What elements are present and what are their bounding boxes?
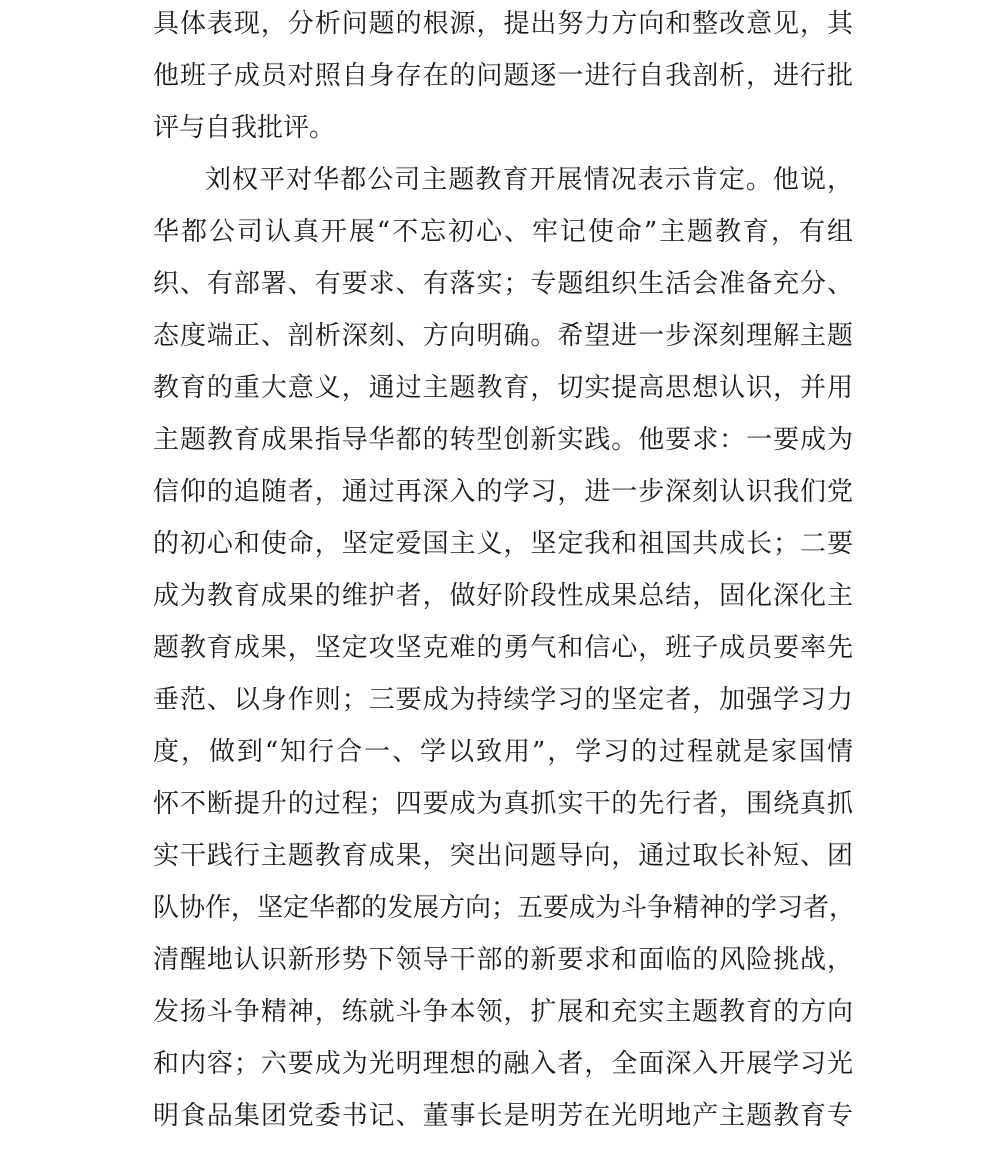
text-line-17: 实干践行主题教育成果，突出问题导向，通过取长补短、团: [153, 841, 853, 871]
text-line-18: 队协作，坚定华都的发展方向；五要成为斗争精神的学习者，: [153, 893, 856, 923]
text-line-4: 刘权平对华都公司主题教育开展情况表示肯定。他说，: [205, 165, 853, 195]
text-line-7: 态度端正、剖析深刻、方向明确。希望进一步深刻理解主题: [153, 321, 853, 351]
text-line-1: 具体表现，分析问题的根源，提出努力方向和整改意见，其: [153, 9, 853, 39]
text-line-2: 他班子成员对照自身存在的问题逐一进行自我剖析，进行批: [153, 61, 853, 91]
text-line-22: 明食品集团党委书记、董事长是明芳在光明地产主题教育专: [153, 1101, 853, 1131]
text-line-8: 教育的重大意义，通过主题教育，切实提高思想认识，并用: [153, 373, 853, 403]
text-line-16: 怀不断提升的过程；四要成为真抓实干的先行者，围绕真抓: [153, 789, 853, 819]
text-line-21: 和内容；六要成为光明理想的融入者，全面深入开展学习光: [153, 1049, 853, 1079]
text-line-11: 的初心和使命，坚定爱国主义，坚定我和祖国共成长；二要: [153, 529, 853, 559]
text-line-12: 成为教育成果的维护者，做好阶段性成果总结，固化深化主: [153, 581, 853, 611]
text-line-15: 度，做到“知行合一、学以致用”，学习的过程就是家国情: [153, 737, 853, 767]
text-line-20: 发扬斗争精神，练就斗争本领，扩展和充实主题教育的方向: [153, 997, 853, 1027]
text-line-13: 题教育成果，坚定攻坚克难的勇气和信心，班子成员要率先: [153, 633, 853, 663]
text-line-19: 清醒地认识新形势下领导干部的新要求和面临的风险挑战，: [153, 945, 853, 975]
text-line-5: 华都公司认真开展“不忘初心、牢记使命”主题教育，有组: [153, 217, 853, 247]
text-line-14: 垂范、以身作则；三要成为持续学习的坚定者，加强学习力: [153, 685, 853, 715]
text-line-9: 主题教育成果指导华都的转型创新实践。他要求：一要成为: [153, 425, 853, 455]
text-line-10: 信仰的追随者，通过再深入的学习，进一步深刻认识我们党: [153, 477, 853, 507]
text-line-6: 织、有部署、有要求、有落实；专题组织生活会准备充分、: [153, 269, 853, 299]
text-line-3: 评与自我批评。: [153, 113, 336, 143]
